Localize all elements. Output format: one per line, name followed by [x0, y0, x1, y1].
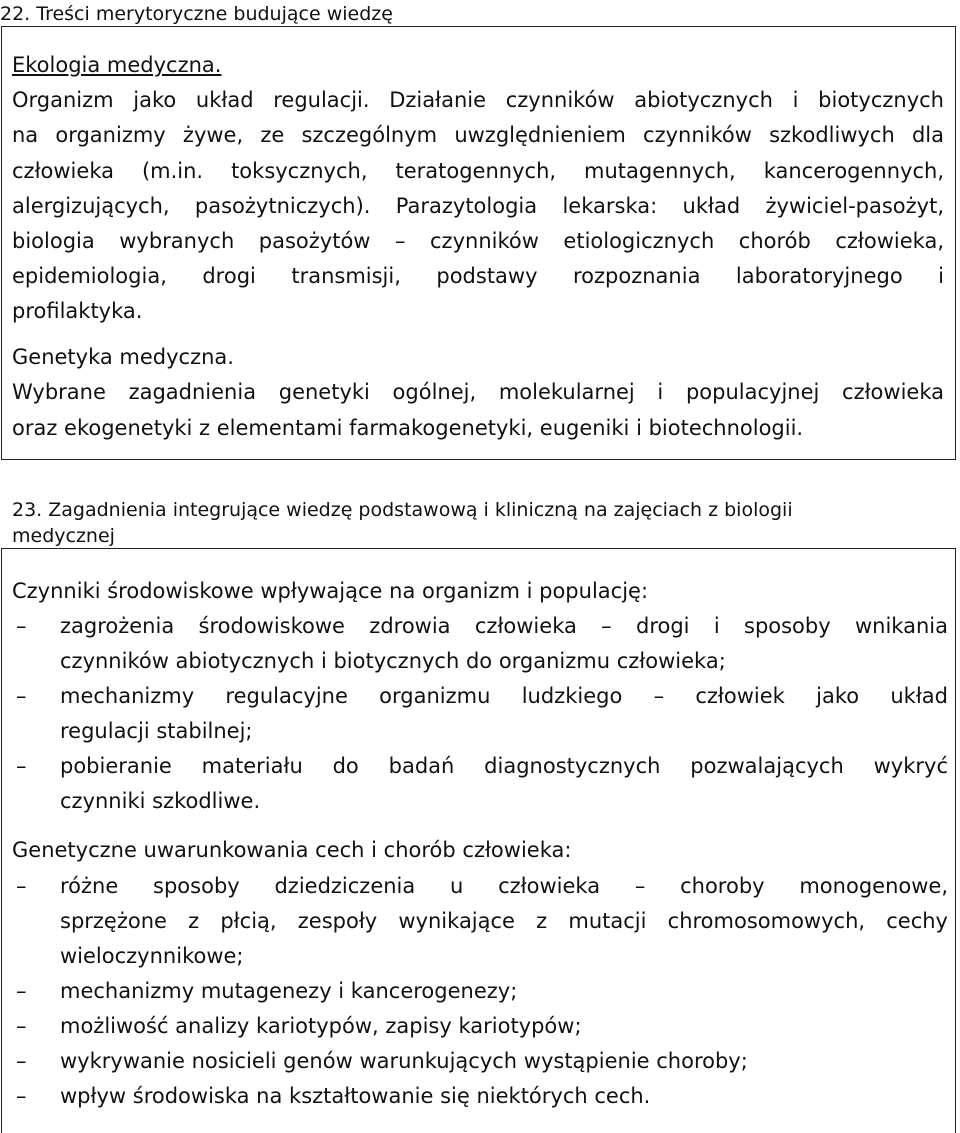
- dash-bullet: –: [16, 1049, 27, 1073]
- list-item-text: mechanizmy mutagenezy i kancerogenezy;: [60, 979, 518, 1003]
- list-item-text: możliwość analizy kariotypów, zapisy kariotypów;: [60, 1014, 582, 1038]
- para1-line: na organizmy żywe, ze szczególnym uwzględnieniem czynników szkodliwych dla: [12, 123, 944, 147]
- dash-bullet: –: [16, 1014, 27, 1038]
- para1-line: epidemiologia, drogi transmisji, podstawy rozpoznania laboratoryjnego i: [12, 264, 944, 288]
- dash-bullet: –: [16, 874, 27, 898]
- para2-line: Wybrane zagadnienia genetyki ogólnej, molekularnej i populacyjnej człowieka: [12, 380, 944, 404]
- dash-bullet: –: [16, 754, 27, 778]
- para1-line: profilaktyka.: [12, 299, 143, 323]
- section-22-box: [1, 26, 956, 460]
- heading-ekologia: Ekologia medyczna.: [12, 53, 222, 77]
- dash-bullet: –: [16, 1084, 27, 1108]
- list-item-text: mechanizmy regulacyjne organizmu ludzkiego – człowiek jako układ: [60, 684, 948, 708]
- para2-line: oraz ekogenetyki z elementami farmakogenetyki, eugeniki i biotechnologii.: [12, 416, 804, 440]
- list-item-text: pobieranie materiału do badań diagnostycznych pozwalających wykryć: [60, 754, 948, 778]
- dash-bullet: –: [16, 614, 27, 638]
- list-item-text: różne sposoby dziedziczenia u człowieka – choroby monogenowe,: [60, 874, 948, 898]
- group2-heading: Genetyczne uwarunkowania cech i chorób człowieka:: [12, 838, 572, 862]
- section-23-title: 23. Zagadnienia integrujące wiedzę podstawową i kliniczną na zajęciach z biologii: [12, 499, 793, 521]
- list-item-text: sprzężone z płcią, zespoły wynikające z mutacji chromosomowych, cechy: [60, 909, 948, 933]
- list-item-text: czynników abiotycznych i biotycznych do organizmu człowieka;: [60, 649, 726, 673]
- para1-line: Organizm jako układ regulacji. Działanie czynników abiotycznych i biotycznych: [12, 88, 944, 112]
- section-23-box: [1, 548, 956, 1133]
- list-item-text: czynniki szkodliwe.: [60, 789, 261, 813]
- list-item-text: wieloczynnikowe;: [60, 944, 244, 968]
- list-item-text: regulacji stabilnej;: [60, 719, 253, 743]
- para1-line: człowieka (m.in. toksycznych, teratogennych, mutagennych, kancerogennych,: [12, 159, 944, 183]
- section-23-title: medycznej: [12, 525, 115, 547]
- group1-heading: Czynniki środowiskowe wpływające na organizm i populację:: [12, 579, 649, 603]
- list-item-text: wpływ środowiska na kształtowanie się niektórych cech.: [60, 1084, 651, 1108]
- heading-genetyka: Genetyka medyczna.: [12, 345, 234, 369]
- section-22-title: 22. Treści merytoryczne budujące wiedzę: [0, 3, 393, 25]
- list-item-text: zagrożenia środowiskowe zdrowia człowieka – drogi i sposoby wnikania: [60, 614, 948, 638]
- para1-line: alergizujących, pasożytniczych). Parazytologia lekarska: układ żywiciel-pasożyt,: [12, 194, 944, 218]
- para1-line: biologia wybranych pasożytów – czynników etiologicznych chorób człowieka,: [12, 229, 944, 253]
- list-item-text: wykrywanie nosicieli genów warunkujących wystąpienie choroby;: [60, 1049, 748, 1073]
- dash-bullet: –: [16, 684, 27, 708]
- dash-bullet: –: [16, 979, 27, 1003]
